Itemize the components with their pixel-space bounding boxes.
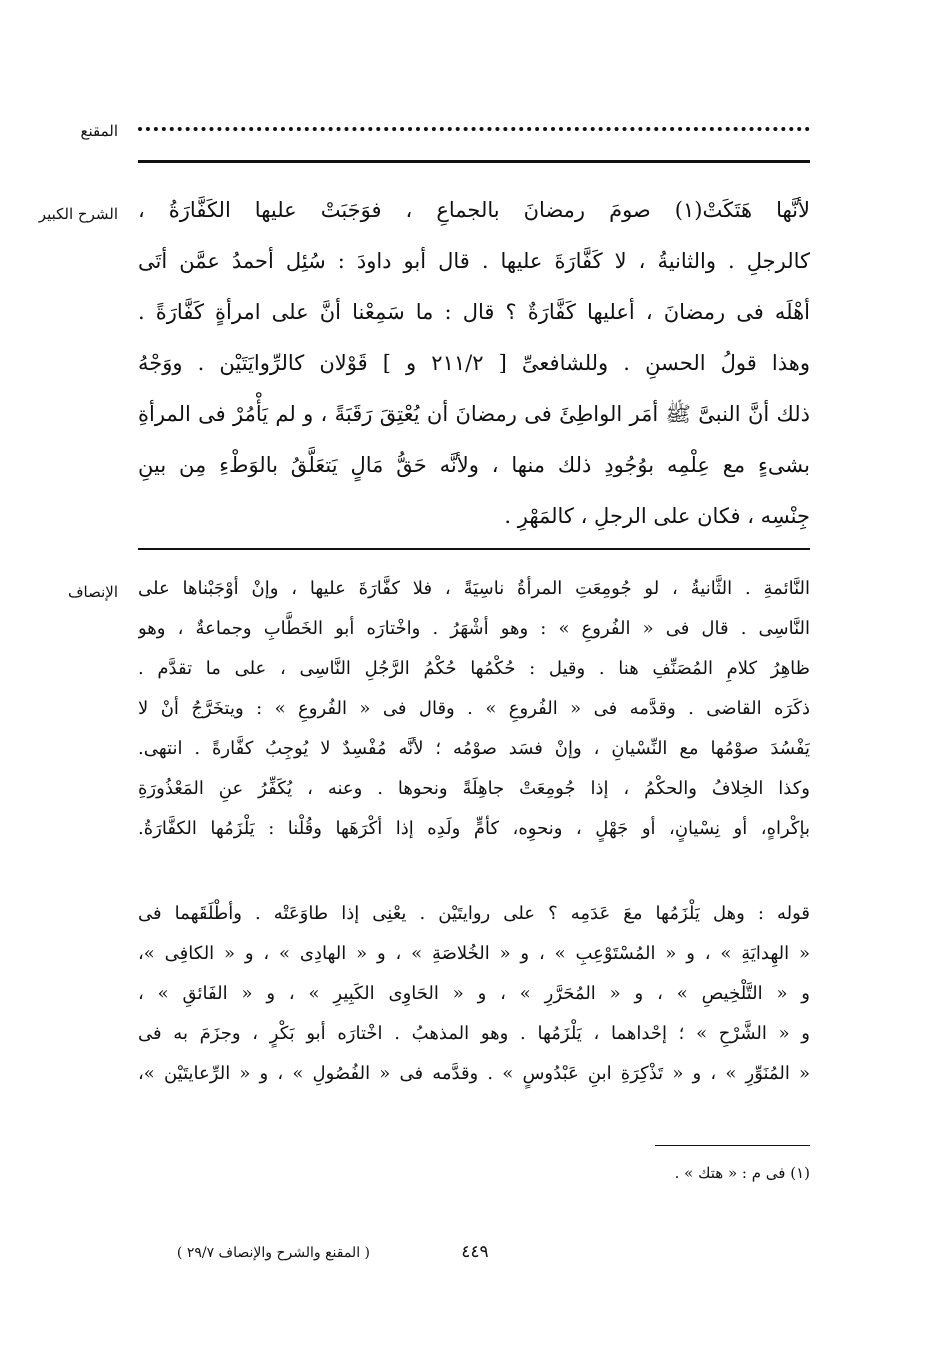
footnote: (١) فى م : « هتك » . bbox=[674, 1164, 810, 1182]
insaf-line: وكذا الخِلافُ والحكْمُ ، إذا جُومِعَتْ جاهِلَةً ونحوها . وعنه ، يُكَفِّرُ عنِ المَعْذُورَةِ bbox=[138, 778, 810, 799]
dotted-separator bbox=[138, 127, 810, 141]
insaf-line: و « التَّلْخِيصِ » ، و « المُحَرَّرِ » ، و « الحَاوِى الكَبِيرِ » ، و « الفَائقِ » ، bbox=[138, 983, 810, 1004]
insaf-line: ظاهِرُ كلامِ المُصَنِّفِ هنا . وقيل : حُكْمُها حُكْمُ الرَّجُلِ النَّاسِى ، على ما تقدَّم . bbox=[138, 658, 810, 679]
section-divider bbox=[138, 548, 810, 550]
insaf-line: « المُنَوِّرِ » ، و « تَذْكِرَةِ ابنِ عَبْدُوسٍ » . وقدَّمه فى « الفُصُولِ » ، و « الرِّعايتَيْن »، bbox=[138, 1063, 810, 1084]
insaf-line: بإكْراهٍ، أو نِسْيانٍ، أو جَهْلٍ ، ونحوِه، كأمٍّ ولَدِه إذا أكْرَهَها وقُلْنا : يَلْزَمُها الكفَّارَةُ. bbox=[138, 818, 810, 839]
insaf-text bbox=[138, 569, 810, 849]
insaf-line: يَفْسُدَ صوْمُها مع النِّسْيانِ ، وإنْ فسَد صوْمُه ؛ لأنَّه مُفْسِدٌ لا يُوجِبُ كفَّارةً . انتهى. bbox=[138, 738, 810, 759]
sharh-line: ذلك أنَّ النبىَّ ﷺ أمَر الواطِئَ فى رمضانَ أن يُعْتِقَ رَقَبَةً ، و لم يَأْمُرْ فى المرأةِ bbox=[138, 402, 810, 426]
sharh-line: بشىءٍ مع عِلْمِه بوُجُودِ ذلك منها ، ولأنَّه حَقُّ مَالٍ يَتعَلَّقُ بالوَطْءِ مِن بينِ bbox=[138, 453, 810, 477]
footnote-rule bbox=[655, 1145, 810, 1146]
insaf-section-label: الإنصاف bbox=[67, 583, 118, 601]
insaf-line: النَّائمةِ . الثَّانيةُ ، لو جُومِعَتِ المرأةُ ناسِيَةً ، فلا كفَّارَةَ عليها ، وإنْ أوْجَبْناها على bbox=[138, 578, 810, 599]
insaf-paragraph-2 bbox=[138, 894, 810, 1094]
sharh-line: لأنَّها هَتَكَتْ(١) صومَ رمضانَ بالجماعِ ، فوَجَبَتْ عليها الكَفَّارَةُ ، bbox=[138, 198, 810, 222]
insaf-line: « الهِدايَةِ » ، و « المُسْتَوْعِبِ » ، و « الخُلاصَةِ » ، و « الهادِى » ، و « الكافِى »، bbox=[138, 943, 810, 964]
sharh-line: أهْلَه فى رمضانَ ، أعليها كَفَّارَةٌ ؟ قال : ما سَمِعْنا أنَّ على امرأةٍ كَفَّارَةً . bbox=[138, 300, 810, 324]
header-rule bbox=[138, 160, 810, 163]
insaf-line: ذكَرَه القاضى . وقدَّمه فى « الفُروعِ » . وقال فى « الفُروعِ » : ويتخَرَّجُ أنْ لا bbox=[138, 698, 810, 719]
sharh-line: وهذا قولُ الحسنِ . وللشافعىِّ [ ٢١١/٢ و ] قَوْلان كالرِّوايَتَيْن . ووَجْهُ bbox=[138, 351, 810, 375]
sharh-line: كالرجلِ . والثانيةُ ، لا كَفَّارَةَ عليها . قال أبو داودَ : سُئِل أحمدُ عمَّن أتَى bbox=[138, 249, 810, 273]
insaf-line: و « الشَّرْحِ » ؛ إحْداهما ، يَلْزَمُها . وهو المذهبُ . اخْتارَه أبو بَكْرٍ ، وجزَمَ به فى bbox=[138, 1023, 810, 1044]
insaf-line: النَّاسِى . قال فى « الفُروعِ » : وهو أشْهَرُ . واخْتارَه أبو الخَطَّابِ وجماعةٌ ، وهو bbox=[138, 618, 810, 639]
source-reference: ( المقنع والشرح والإنصاف ٢٩/٧ ) bbox=[176, 1245, 370, 1261]
page-number: ٤٤٩ bbox=[461, 1242, 489, 1262]
insaf-line: قوله : وهل يَلْزَمُها معَ عَدَمِه ؟ على روايتَيْن . يعْنِى إذا طاوَعَتْه . وأطْلَقَهما فى bbox=[138, 903, 810, 924]
sharh-section-label: الشرح الكبير bbox=[38, 205, 118, 223]
book-label: المقنع bbox=[80, 122, 118, 140]
sharh-line: جِنْسِه ، فكان على الرجلِ ، كالمَهْرِ . bbox=[504, 504, 810, 528]
sharh-text bbox=[138, 185, 810, 542]
